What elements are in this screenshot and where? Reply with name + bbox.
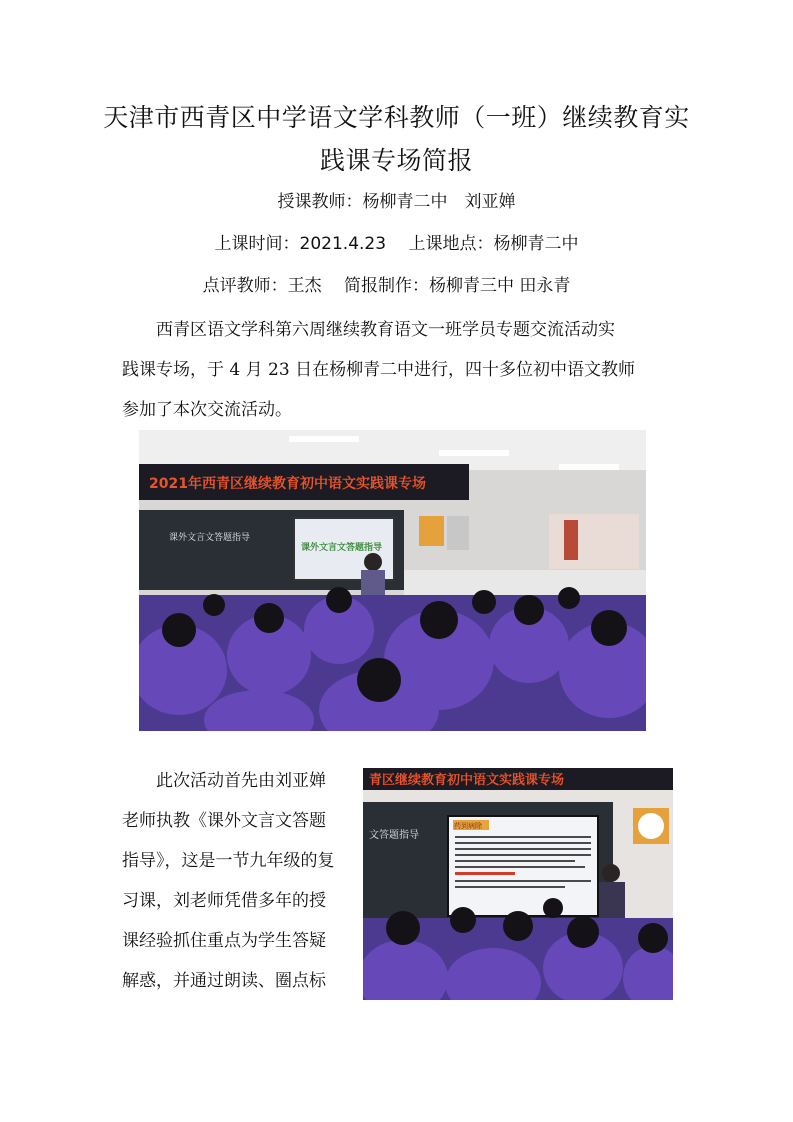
photo1-board-text: 课外文言文答题指导 [169, 533, 251, 543]
activity-paragraph [122, 761, 352, 1001]
classroom-photo-1-drawing [139, 430, 646, 731]
intro-paragraph [122, 310, 672, 430]
classroom-photo-1 [139, 430, 646, 731]
intro-line-1: 西青区语文学科第六周继续教育语文一班学员专题交流活动实 [156, 320, 615, 340]
classroom-photo-2-drawing [363, 768, 673, 1000]
intro-line-2: 践课专场，于 4 月 23 日在杨柳青二中进行，四十多位初中语文教师 [122, 360, 636, 380]
activity-line-2: 老师执教《课外文言文答题 [122, 811, 326, 831]
reviewer-info: 点评教师：王杰 简报制作：杨柳青三中 田永青 [202, 276, 571, 296]
photo2-banner: 青区继续教育初中语文实践课专场 [369, 773, 565, 788]
intro-line-3: 参加了本次交流活动。 [122, 400, 292, 420]
photo2-screen-heading: 药到病除 [454, 822, 482, 830]
activity-line-6: 解惑，并通过朗读、圈点标 [122, 971, 326, 991]
photo2-board-text: 文答题指导 [369, 830, 419, 841]
activity-line-4: 习课，刘老师凭借多年的授 [122, 891, 326, 911]
teacher-info: 授课教师：杨柳青二中 刘亚婵 [277, 192, 516, 212]
classroom-photo-2 [363, 768, 673, 1000]
photo1-banner: 2021年西青区继续教育初中语文实践课专场 [149, 476, 426, 492]
photo1-screen-text: 课外文言文答题指导 [301, 543, 383, 553]
activity-line-1: 此次活动首先由刘亚婵 [156, 771, 326, 791]
time-location-info: 上课时间：2021.4.23 上课地点：杨柳青二中 [214, 234, 579, 254]
activity-line-3: 指导》，这是一节九年级的复 [122, 851, 335, 871]
document-title-line2: 践课专场简报 [319, 146, 473, 175]
document-title-line1: 天津市西青区中学语文学科教师（一班）继续教育实 [103, 103, 690, 132]
activity-line-5: 课经验抓住重点为学生答疑 [122, 931, 326, 951]
